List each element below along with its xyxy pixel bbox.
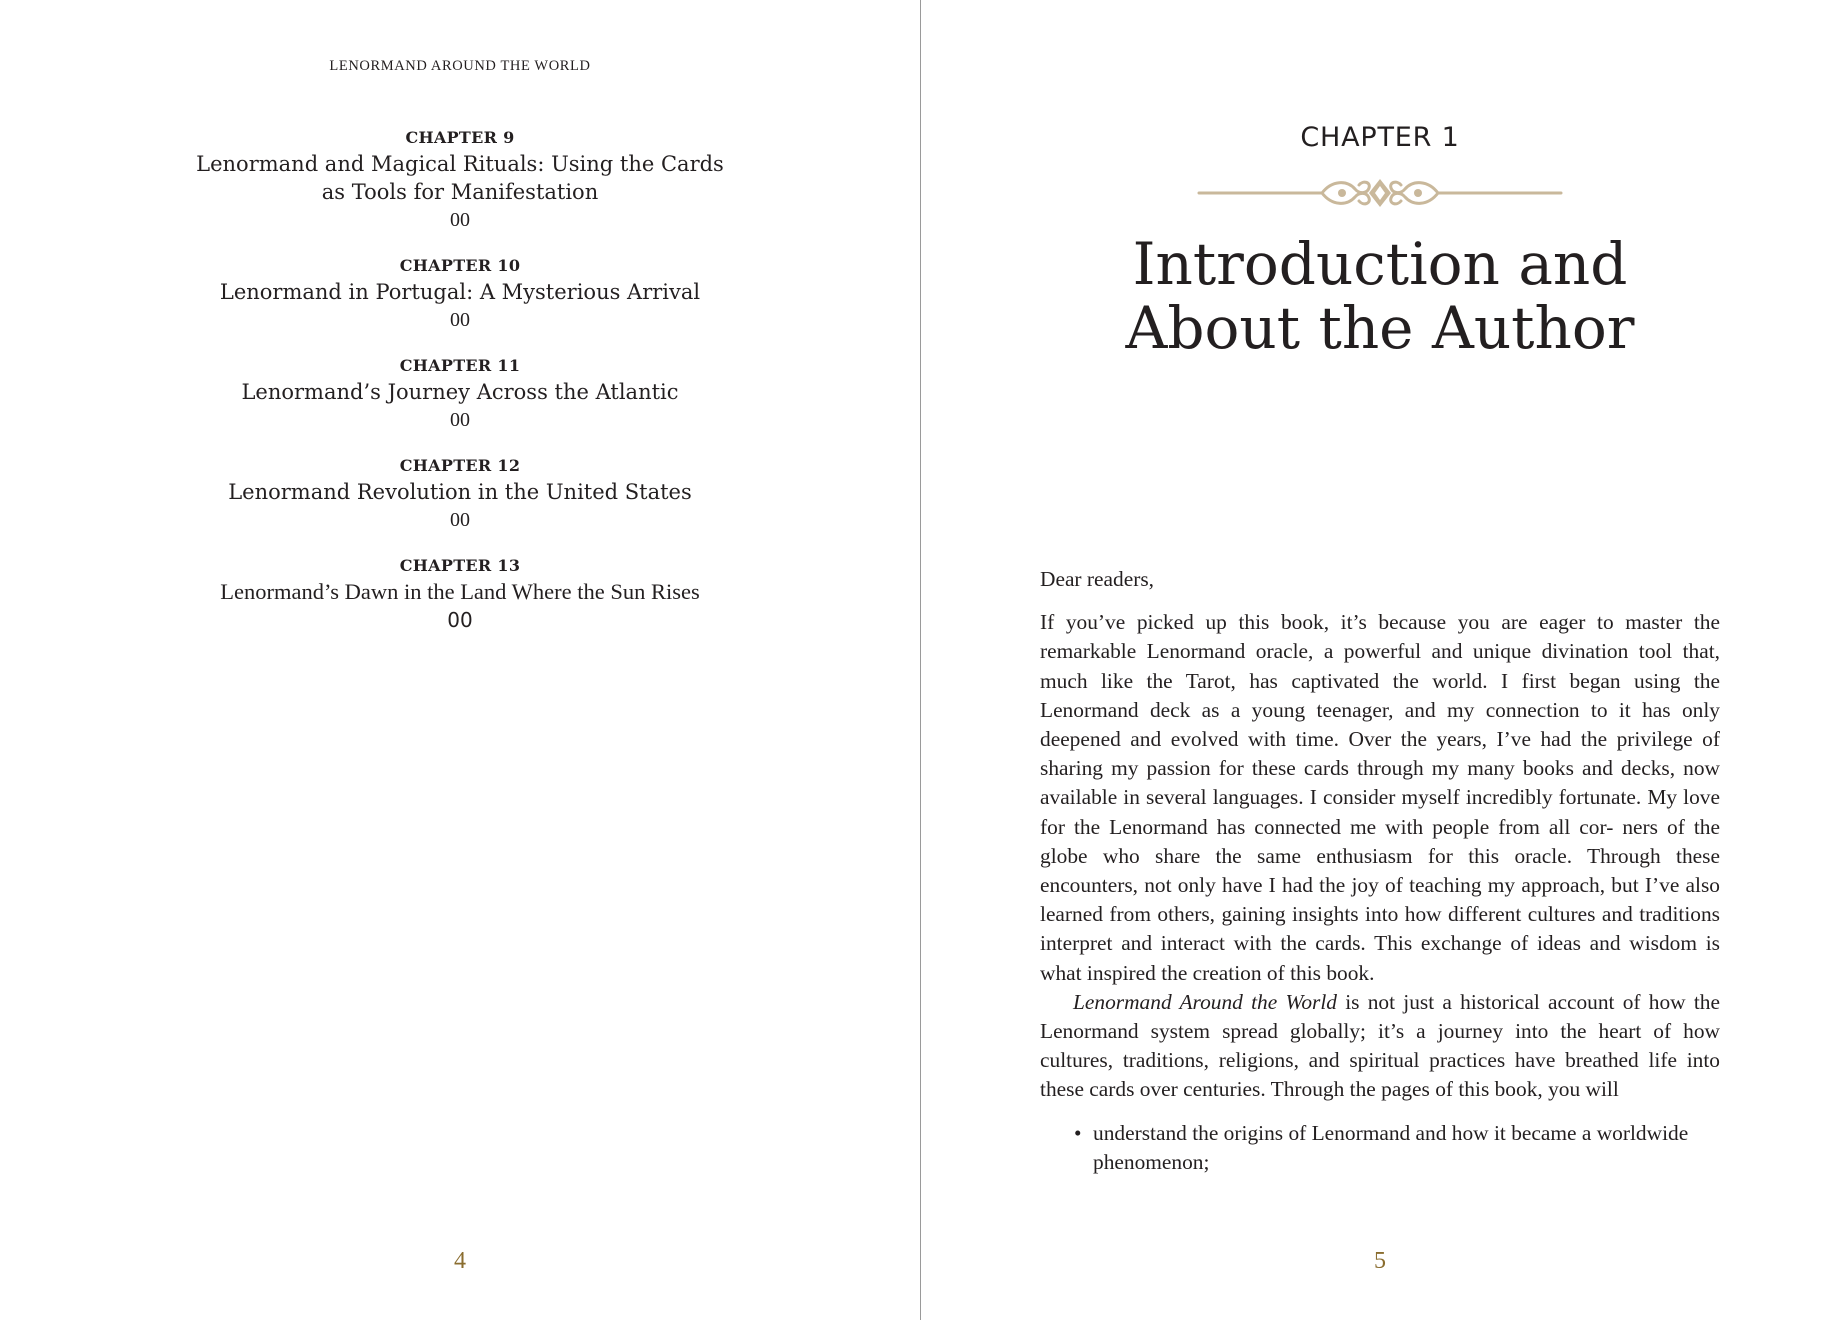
- list-item-text: understand the origins of Lenormand and how it became a worldwide phenomenon;: [1093, 1120, 1689, 1174]
- bullet-icon: •: [1074, 1120, 1082, 1145]
- toc-entry-chapter-13: [160, 554, 760, 634]
- running-head: LENORMAND AROUND THE WORLD: [329, 58, 591, 74]
- toc-page-number: 00: [450, 409, 470, 431]
- toc-page-number: 00: [450, 209, 470, 231]
- book-title-italic: Lenormand Around the World: [1073, 989, 1337, 1014]
- paragraph-text: is not just a historical account of how the Lenormand system spread globally; it’s a journey into the heart of how cultures, traditions, religions, and spiritual practices have breathed life into these cards over centuries. Through the pages of this book, you will: [1040, 989, 1720, 1102]
- page-number-left: 4: [454, 1248, 466, 1274]
- list-item: [1040, 1119, 1720, 1177]
- toc-entry-chapter-11: [160, 354, 760, 434]
- toc-page-number: 00: [450, 309, 470, 331]
- toc-chapter-title: Lenormand in Portugal: A Mysterious Arrival: [219, 280, 701, 304]
- bullet-list: [1040, 1119, 1720, 1177]
- toc-chapter-label: CHAPTER 12: [399, 456, 521, 475]
- chapter-title: [1120, 232, 1640, 360]
- toc-chapter-label: CHAPTER 10: [399, 256, 521, 275]
- toc-entry-chapter-9: [160, 126, 760, 234]
- toc-chapter-label: CHAPTER 13: [399, 556, 521, 575]
- chapter-title-line: About the Author: [1125, 294, 1635, 362]
- toc-page-number: 00: [450, 509, 470, 531]
- toc-chapter-title: Lenormand’s Journey Across the Atlantic: [241, 380, 679, 404]
- paragraph: [1040, 988, 1720, 1105]
- salutation: Dear readers,: [1040, 567, 1155, 591]
- toc-chapter-label: CHAPTER 11: [399, 356, 521, 375]
- toc-title-line: Lenormand and Magical Rituals: Using the Cards: [196, 152, 724, 176]
- toc-title-line: as Tools for Manifestation: [321, 180, 599, 204]
- chapter-title-line: Introduction and: [1132, 230, 1628, 298]
- table-of-contents: [160, 126, 760, 654]
- toc-chapter-title: [160, 150, 760, 206]
- toc-chapter-label: CHAPTER 9: [405, 128, 515, 147]
- paragraph: If you’ve picked up this book, it’s because you are eager to master the remarkable Lenormand oracle, a powerful and unique divination tool that, much like the Tarot, has captivated the world. I first began using the Lenormand deck as a young teenager, and my connection to it has only deepened and evolved with time. Over the years, I’ve had the privilege of sharing my passion for these cards through my many books and decks, now available in several languages. I consider myself incredibly fortunate. My love for the Lenormand has connected me with people from all cor- ners of the globe who share the same enthusiasm for this oracle. Through these encounters, not only have I had the joy of teaching my approach, but I’ve also learned from others, gaining insights into how different cultures and traditions interpret and interact with the cards. This exchange of ideas and wisdom is what inspired the creation of this book.: [1040, 610, 1720, 985]
- body-text: [1040, 565, 1720, 1177]
- page-number-right: 5: [1374, 1248, 1386, 1274]
- scroll-ornament-icon: [1197, 172, 1563, 214]
- toc-chapter-title: Lenormand’s Dawn in the Land Where the Sun Rises: [220, 579, 700, 604]
- toc-page-number: 00: [447, 608, 473, 632]
- toc-entry-chapter-12: [160, 454, 760, 534]
- toc-chapter-title: Lenormand Revolution in the United States: [228, 480, 692, 504]
- chapter-label: CHAPTER 1: [1300, 122, 1460, 153]
- toc-entry-chapter-10: [160, 254, 760, 334]
